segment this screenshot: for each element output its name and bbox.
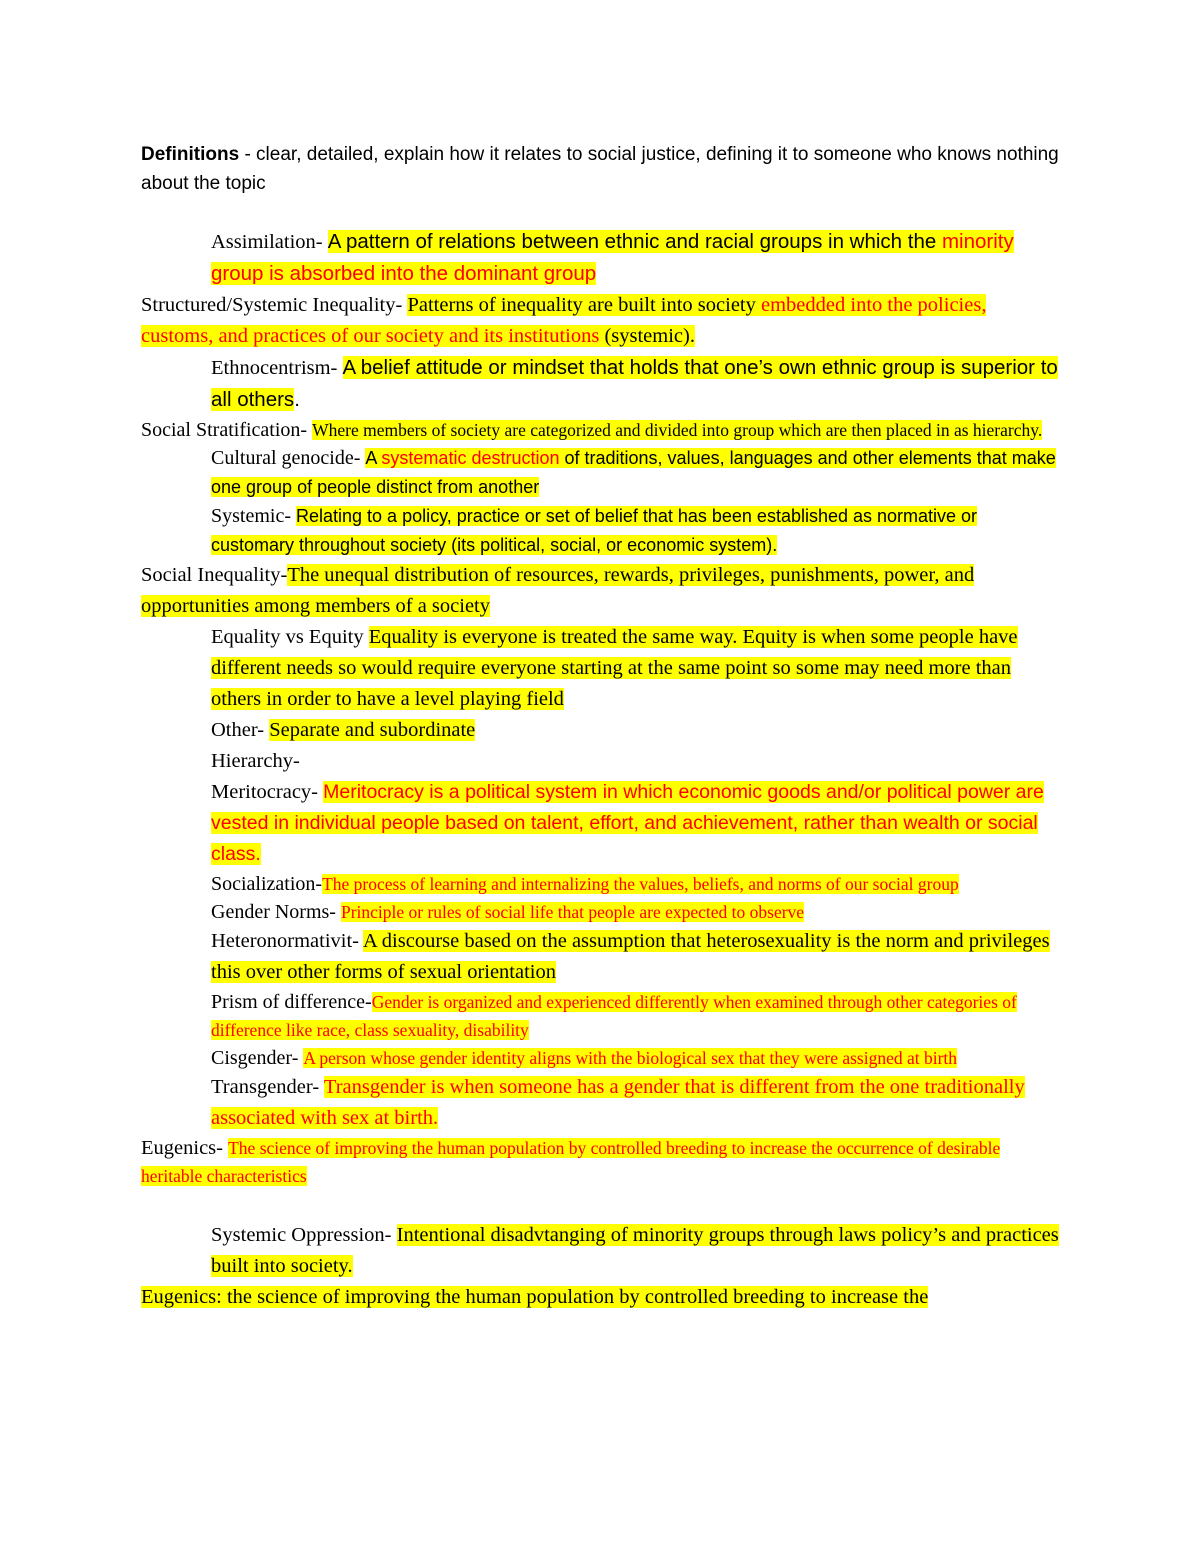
definition-cisgender: A person whose gender identity aligns with the biological sex that they were assigned at birth [303,1048,958,1068]
entry-heteronormativity [141,926,1063,988]
definition-structured-part3: (systemic). [599,325,695,347]
term-assimilation: Assimilation- [211,231,328,253]
definition-structured-part2: embedded into the policies, customs, and practices of our society and its institutions [141,294,987,347]
definition-prism-of-difference: Gender is organized and experienced differently when examined through other categories of difference like race, class sexuality, disability [211,992,1017,1040]
term-hierarchy: Hierarchy- [211,750,300,772]
term-systemic-oppression: Systemic Oppression- [211,1224,397,1246]
definition-other: Separate and subordinate [269,719,476,741]
definition-eugenics: The science of improving the human population by controlled breeding to increase the occurrence of desirable heritable characteristics [141,1138,1001,1186]
definition-structured-part1: Patterns of inequality are built into society [407,294,761,316]
term-prism-of-difference: Prism of difference- [211,991,372,1013]
definition-systemic: Relating to a policy, practice or set of belief that has been established as normative or customary throughout society (its political, social, or economic system). [211,506,978,555]
entry-transgender [141,1072,1063,1134]
entry-prism-of-difference [141,988,1063,1044]
term-cultural-genocide: Cultural genocide- [211,447,366,469]
entry-other [141,715,1063,746]
definition-equality-vs-equity: Equality is everyone is treated the same way. Equity is when some people have different needs so would require everyone starting at the same point so some may need more than others in order to have a level playing field [211,626,1018,710]
entry-equality-vs-equity [141,622,1063,715]
term-systemic: Systemic- [211,505,296,527]
definition-social-inequality: The unequal distribution of resources, rewards, privileges, punishments, power, and opportunities among members of a society [141,564,975,617]
term-social-stratification: Social Stratification- [141,419,313,441]
page-heading [141,140,1061,198]
definition-socialization: The process of learning and internalizing the values, beliefs, and norms of our social group [322,874,959,894]
entry-social-inequality [141,560,1063,622]
definition-eugenics-repeat: Eugenics: the science of improving the human population by controlled breeding to increase the [141,1286,929,1308]
entry-structured-inequality [141,290,1063,352]
term-social-inequality: Social Inequality- [141,564,288,586]
term-cisgender: Cisgender- [211,1047,304,1069]
definition-social-stratification: Where members of society are categorized and divided into group which are then placed in as hierarchy. [312,420,1043,440]
entry-assimilation [141,226,1063,290]
term-gender-norms: Gender Norms- [211,901,341,923]
entry-hierarchy [141,746,1063,777]
definitions-list [141,226,1063,1313]
definition-heteronormativity: A discourse based on the assumption that heterosexuality is the norm and privileges this over other forms of sexual orientation [211,930,1050,983]
definition-transgender: Transgender is when someone has a gender that is different from the one traditionally associated with sex at birth. [211,1076,1025,1129]
entry-socialization [141,870,1063,898]
entry-meritocracy [141,777,1063,870]
term-socialization: Socialization- [211,873,323,895]
entry-cisgender [141,1044,1063,1072]
term-other: Other- [211,719,270,741]
entry-gender-norms [141,898,1063,926]
term-meritocracy: Meritocracy- [211,781,324,803]
term-ethnocentrism: Ethnocentrism- [211,357,343,379]
definition-systemic-oppression: Intentional disadvtanging of minority groups through laws policy’s and practices built into society. [211,1224,1059,1277]
definition-assimilation-part1: A pattern of relations between ethnic and racial groups in which the [327,230,942,253]
term-structured-inequality: Structured/Systemic Inequality- [141,294,408,316]
entry-ethnocentrism [141,352,1063,416]
definition-assimilation-part2: minority group is absorbed into the dominant group [211,230,1014,285]
term-equality-vs-equity: Equality vs Equity [211,626,369,648]
definition-genocide-part1: A [365,448,382,468]
entry-eugenics-repeat [141,1282,1063,1313]
term-transgender: Transgender- [211,1076,324,1098]
entry-cultural-genocide [141,444,1063,502]
term-eugenics: Eugenics- [141,1137,229,1159]
definition-ethnocentrism-period: . [294,388,300,411]
entry-systemic-oppression [141,1220,1063,1282]
blank-line [141,1190,1063,1220]
entry-social-stratification [141,416,1063,444]
entry-eugenics [141,1134,1063,1190]
definition-gender-norms: Principle or rules of social life that people are expected to observe [340,902,805,922]
definition-genocide-part3: of traditions, values, languages and other elements that make one group of people distinct from another [211,448,1056,497]
definition-ethnocentrism: A belief attitude or mindset that holds that one’s own ethnic group is superior to all others [211,356,1058,411]
heading-instructions: - clear, detailed, explain how it relates to social justice, defining it to someone who knows nothing about the topic [141,144,1059,194]
term-heteronormativity: Heteronormativit- [211,930,363,952]
definition-meritocracy: Meritocracy is a political system in which economic goods and/or political power are vested in individual people based on talent, effort, and achievement, rather than wealth or social class. [211,781,1044,865]
definition-genocide-part2: systematic destruction [381,448,560,468]
heading-bold: Definitions [141,144,240,165]
entry-systemic [141,502,1063,560]
